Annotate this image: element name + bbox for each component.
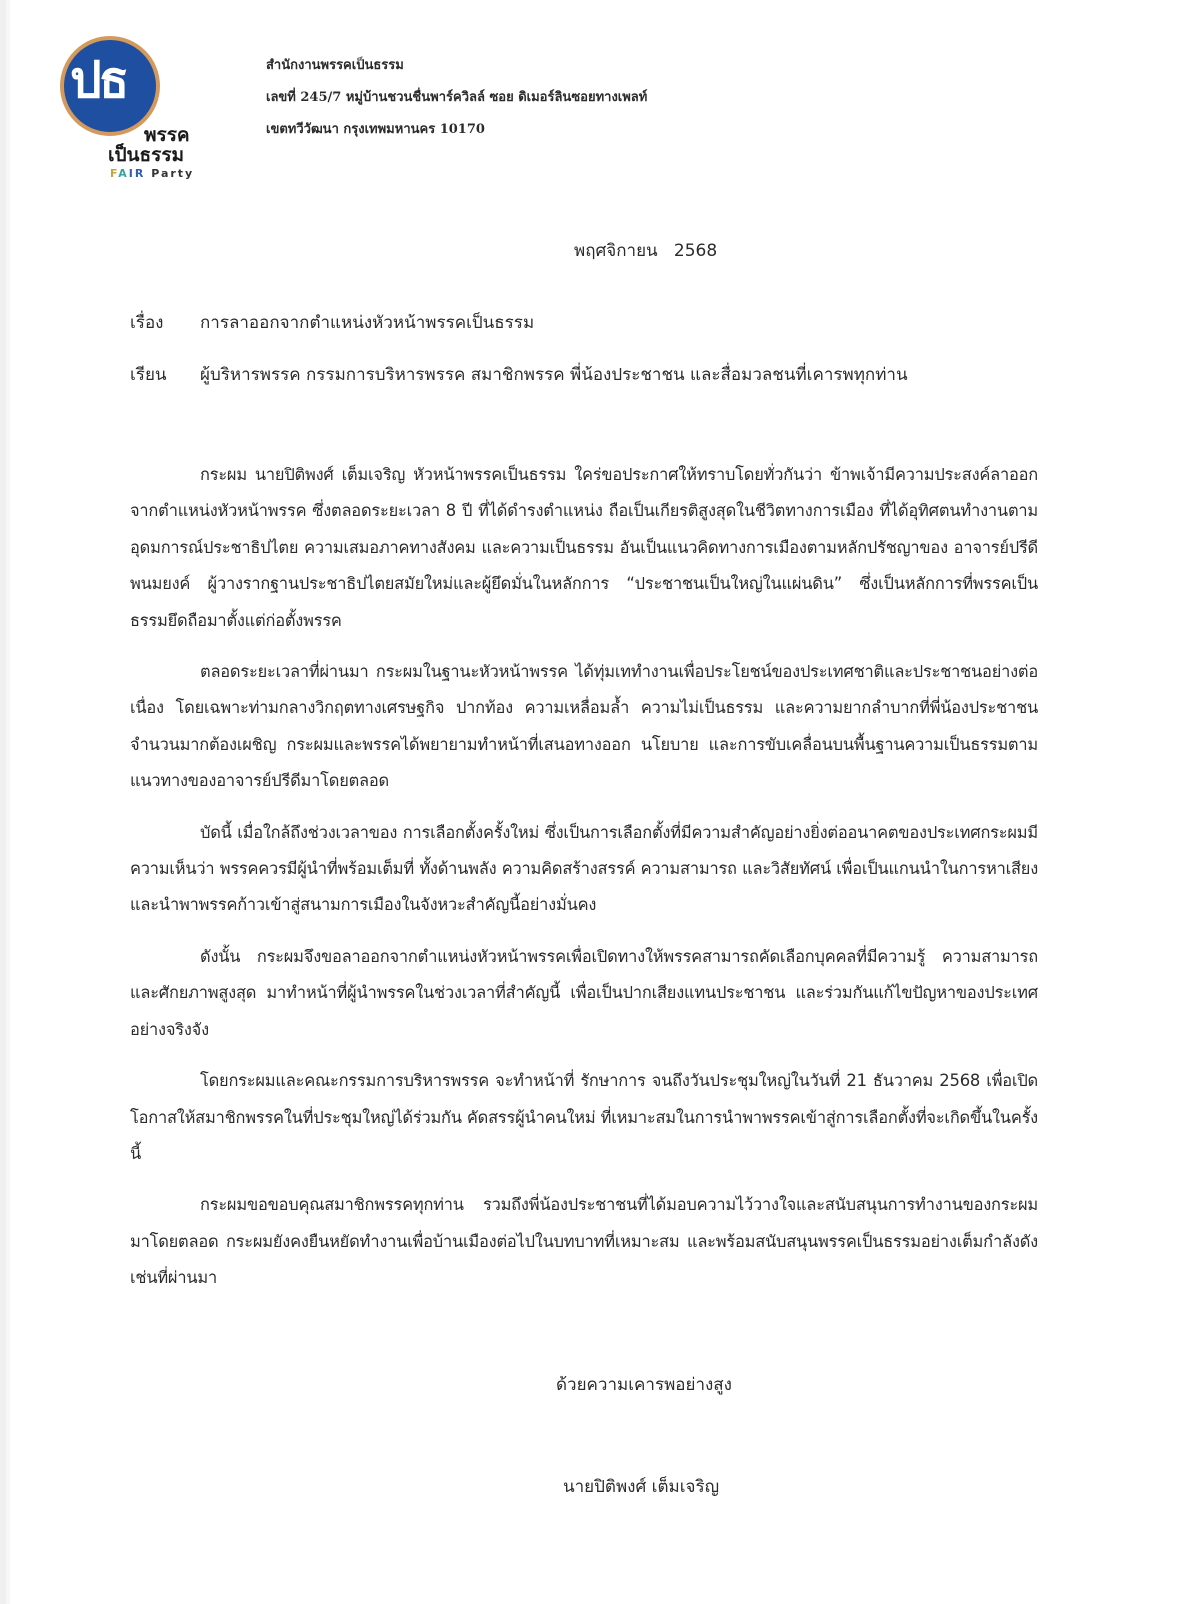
office-name: สำนักงานพรรคเป็นธรรม bbox=[266, 58, 404, 73]
logo-letter-a: A bbox=[118, 167, 129, 180]
letter-date: พฤศจิกายน 2568 bbox=[574, 241, 718, 261]
letterhead-address bbox=[266, 50, 647, 146]
signatory-name: นายปิติพงศ์ เต็มเจริญ bbox=[563, 1477, 720, 1497]
logo-name-line1: พรรค bbox=[144, 124, 190, 146]
logo-english-name bbox=[110, 167, 194, 180]
body-paragraph-4: ดังนั้น กระผมจึงขอลาออกจากตำแหน่งหัวหน้าพรรคเพื่อเปิดทางให้พรรคสามารถคัดเลือกบุคคลที่มีความรู้ ความสามารถ และศักยภาพสูงสุด มาทำหน้าที่ผู้นำพรรคในช่วงเวลาที่สำคัญนี้ เพื่อเป็นปากเสียงแทนประชาชน และร่วมกันแก้ไขปัญหาของประเทศอย่างจริงจัง bbox=[130, 946, 1038, 1039]
logo-mark: ปธ bbox=[70, 51, 127, 109]
page-edge-shadow bbox=[6, 0, 10, 1604]
body-paragraph-5: โดยกระผมและคณะกรรมการบริหารพรรค จะทำหน้าที่ รักษาการ จนถึงวันประชุมใหญ่ในวันที่ 21 ธันวาคม 2568 เพื่อเปิดโอกาสให้สมาชิกพรรคในที่ประชุมใหญ่ได้ร่วมกัน คัดสรรผู้นำคนใหม่ ที่เหมาะสมในการนำพาพรรคเข้าสู่การเลือกตั้งที่จะเกิดขึ้นในครั้งนี้ bbox=[130, 1071, 1038, 1163]
salutation-text: ผู้บริหารพรรค กรรมการบริหารพรรค สมาชิกพรรค พี่น้องประชาชน และสื่อมวลชนที่เคารพทุกท่าน bbox=[200, 365, 908, 385]
salutation-row bbox=[130, 362, 908, 388]
party-logo bbox=[58, 34, 208, 184]
logo-party-word: Party bbox=[145, 167, 195, 180]
address-line-2: เขตทวีวัฒนา กรุงเทพมหานคร 10170 bbox=[266, 122, 485, 137]
body-paragraph-6: กระผมขอขอบคุณสมาชิกพรรคทุกท่าน รวมถึงพี่น้องประชาชนที่ได้มอบความไว้วางใจและสนับสนุนการทำงานของกระผมมาโดยตลอด กระผมยังคงยืนหยัดทำงานเพื่อบ้านเมืองต่อไปในบทบาทที่เหมาะสม และพร้อมสนับสนุนพรรคเป็นธรรมอย่างเต็มกำลังดังเช่นที่ผ่านมา bbox=[130, 1195, 1038, 1288]
subject-text: การลาออกจากตำแหน่งหัวหน้าพรรคเป็นธรรม bbox=[200, 313, 535, 333]
subject-label: เรื่อง bbox=[130, 313, 164, 333]
logo-letter-r: R bbox=[134, 167, 146, 180]
body-paragraph-2: ตลอดระยะเวลาที่ผ่านมา กระผมในฐานะหัวหน้าพรรค ได้ทุ่มเททำงานเพื่อประโยชน์ของประเทศชาติและประชาชนอย่างต่อเนื่อง โดยเฉพาะท่ามกลางวิกฤตทางเศรษฐกิจ ปากท้อง ความเหลื่อมล้ำ ความไม่เป็นธรรม และความยากลำบากที่พี่น้องประชาชนจำนวนมากต้องเผชิญ กระผมและพรรคได้พยายามทำหน้าที่เสนอทางออก นโยบาย และการขับเคลื่อนบนพื้นฐานความเป็นธรรมตามแนวทางของอาจารย์ปรีดีมาโดยตลอด bbox=[130, 662, 1038, 791]
closing-phrase: ด้วยความเคารพอย่างสูง bbox=[556, 1375, 732, 1395]
letter-body bbox=[130, 457, 1038, 1312]
body-paragraph-1: กระผม นายปิติพงศ์ เต็มเจริญ หัวหน้าพรรคเป็นธรรม ใคร่ขอประกาศให้ทราบโดยทั่วกันว่า ข้าพเจ้ามีความประสงค์ลาออกจากตำแหน่งหัวหน้าพรรค ซึ่งตลอดระยะเวลา 8 ปี ที่ได้ดำรงตำแหน่ง ถือเป็นเกียรติสูงสุดในชีวิตทางการเมือง ที่ได้อุทิศตนทำงานตาม อุดมการณ์ประชาธิปไตย ความเสมอภาคทางสังคม และความเป็นธรรม อันเป็นแนวคิดทางการเมืองตามหลักปรัชญาของ อาจารย์ปรีดี พนมยงค์ ผู้วางรากฐานประชาธิปไตยสมัยใหม่และผู้ยึดมั่นในหลักการ “ประชาชนเป็นใหญ่ในแผ่นดิน” ซึ่งเป็นหลักการที่พรรคเป็นธรรมยึดถือมาตั้งแต่ก่อตั้งพรรค bbox=[130, 465, 1038, 630]
subject-row bbox=[130, 310, 534, 336]
body-paragraph-3: บัดนี้ เมื่อใกล้ถึงช่วงเวลาของ การเลือกตั้งครั้งใหม่ ซึ่งเป็นการเลือกตั้งที่มีความสำคัญอย่างยิ่งต่ออนาคตของประเทศกระผมมีความเห็นว่า พรรคควรมีผู้นำที่พร้อมเต็มที่ ทั้งด้านพลัง ความคิดสร้างสรรค์ ความสามารถ และวิสัยทัศน์ เพื่อเป็นแกนนำในการหาเสียง และนำพาพรรคก้าวเข้าสู่สนามการเมืองในจังหวะสำคัญนี้อย่างมั่นคง bbox=[130, 822, 1038, 915]
logo-name-line2: เป็นธรรม bbox=[108, 144, 185, 166]
salutation-label: เรียน bbox=[130, 365, 167, 385]
address-line-1: เลขที่ 245/7 หมู่บ้านชวนชื่นพาร์ควิลล์ ซอย ดิเมอร์ลินซอยทางเพลท์ bbox=[266, 90, 648, 105]
logo-letter-i: I bbox=[128, 167, 135, 180]
logo-letter-f: F bbox=[110, 167, 119, 180]
